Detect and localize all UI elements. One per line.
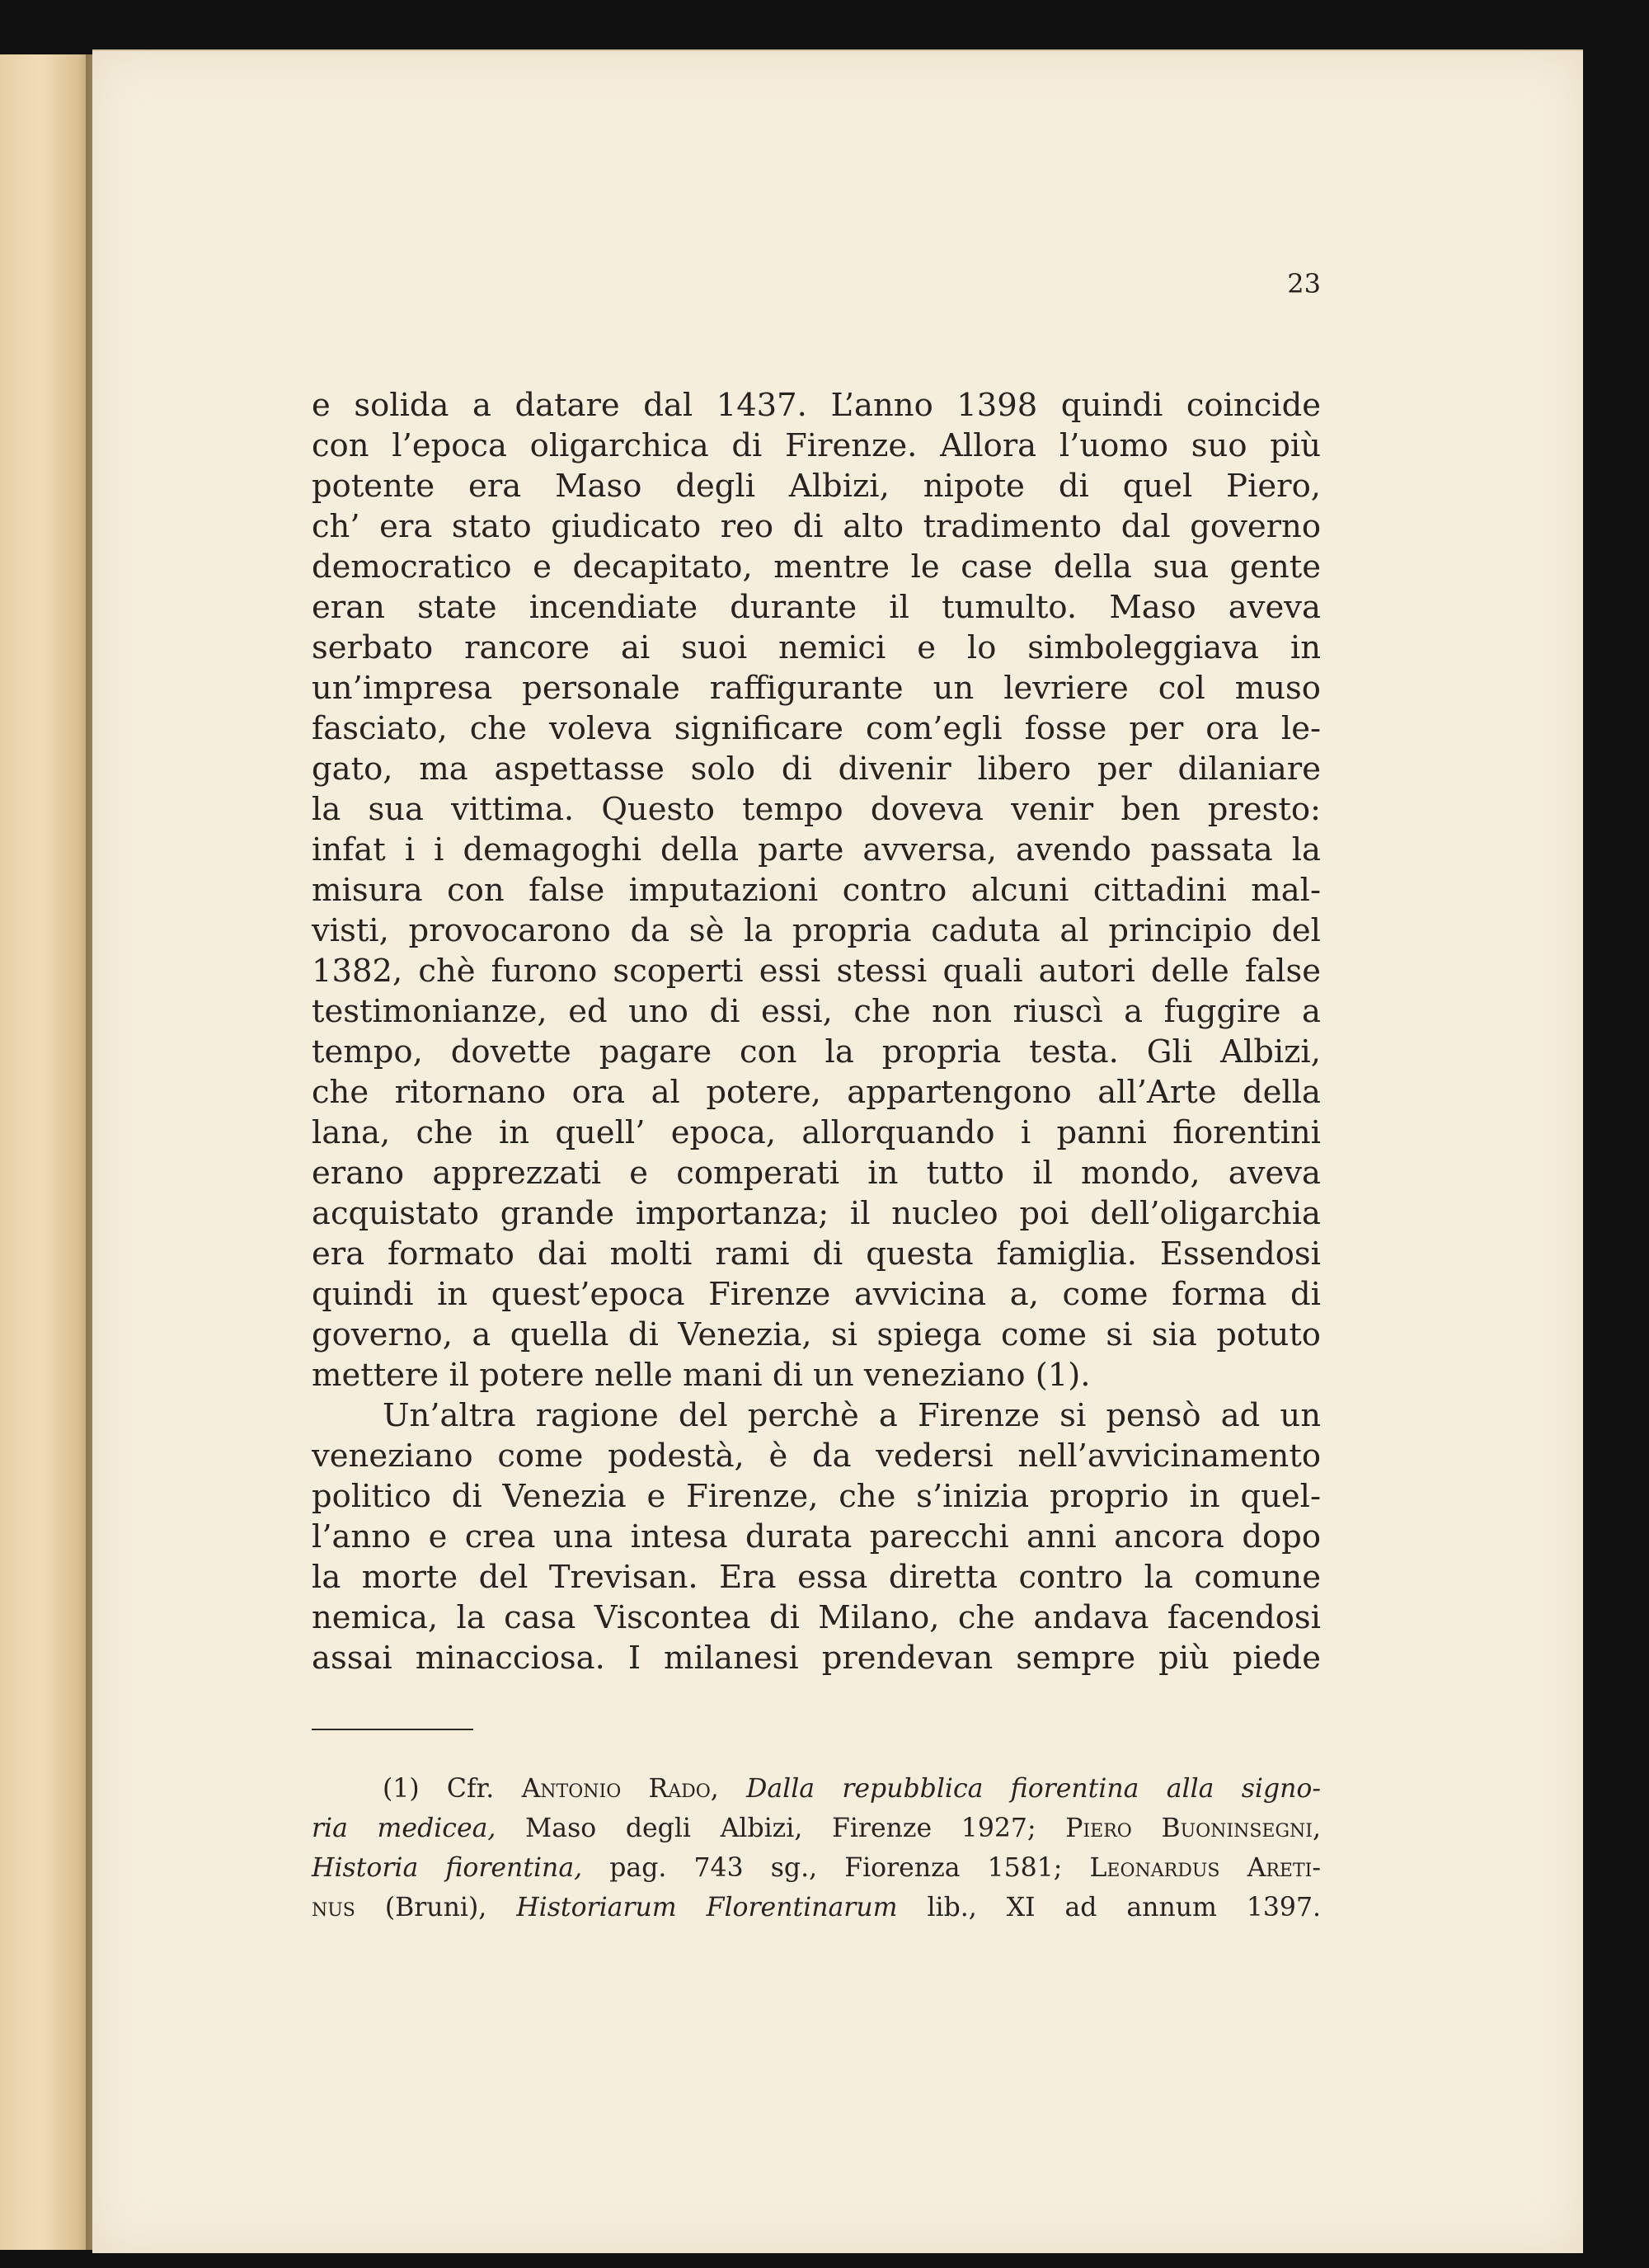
footnote-marker: (1): [383, 1774, 420, 1804]
footnote-text: Maso degli Albizi, Firenze 1927;: [525, 1814, 1036, 1843]
body-line: mettere il potere nelle mani di un veneziano (1).: [312, 1357, 1091, 1394]
footnote-rule: [312, 1729, 473, 1730]
body-line: eran state incendiate durante il tumulto. Maso aveva: [312, 589, 1321, 626]
body-line: gato, ma aspettasse solo di divenir libero per dilaniare: [312, 751, 1321, 788]
footnote-title: Dalla repubblica fiorentina alla signo-: [746, 1774, 1322, 1804]
page-number: 23: [1287, 268, 1321, 299]
footnote-author: Leonardus Areti-: [1089, 1853, 1321, 1883]
footnote-author: Antonio Rado,: [521, 1774, 719, 1804]
body-line: democratico e decapitato, mentre le case della sua gente: [312, 548, 1321, 586]
body-line: assai minacciosa. I milanesi prendevan sempre più piede: [312, 1640, 1321, 1677]
body-line: la morte del Trevisan. Era essa diretta contro la comune: [312, 1559, 1321, 1596]
body-line: veneziano come podestà, è da vedersi nell’avvicinamento: [312, 1437, 1321, 1475]
body-line: misura con false imputazioni contro alcuni cittadini mal-: [312, 872, 1321, 909]
body-line: serbato rancore ai suoi nemici e lo simboleggiava in: [312, 629, 1321, 666]
body-line: quindi in quest’epoca Firenze avvicina a, come forma di: [312, 1276, 1321, 1313]
footnote-line: [312, 1809, 1321, 1848]
footnote-title: Historiarum Florentinarum: [516, 1893, 898, 1922]
body-line: nemica, la casa Viscontea di Milano, che andava facendosi: [312, 1599, 1321, 1636]
body-line: acquistato grande importanza; il nucleo poi dell’oligarchia: [312, 1195, 1321, 1232]
body-line: fasciato, che voleva significare com’egli fosse per ora le-: [312, 710, 1321, 747]
footnote-title: Historia fiorentina,: [312, 1853, 583, 1883]
body-line: l’anno e crea una intesa durata parecchi anni ancora dopo: [312, 1518, 1321, 1555]
body-line: erano apprezzati e comperati in tutto il mondo, aveva: [312, 1155, 1321, 1192]
body-line: governo, a quella di Venezia, si spiega come si sia potuto: [312, 1316, 1321, 1353]
body-line: infat i i demagoghi della parte avversa, avendo passata la: [312, 831, 1321, 868]
footnote-text: pag. 743 sg., Fiorenza 1581;: [609, 1853, 1063, 1883]
body-line: con l’epoca oligarchica di Firenze. Allora l’uomo suo più: [312, 427, 1321, 464]
body-line: e solida a datare dal 1437. L’anno 1398 quindi coincide: [312, 387, 1321, 424]
body-line: era formato dai molti rami di questa famiglia. Essendosi: [312, 1235, 1321, 1273]
body-line: ch’ era stato giudicato reo di alto tradimento dal governo: [312, 508, 1321, 545]
body-line: che ritornano ora al potere, appartengono all’Arte della: [312, 1074, 1321, 1111]
paragraph-start-line: Un’altra ragione del perchè a Firenze si pensò ad un: [383, 1397, 1321, 1434]
footnote-line: [312, 1888, 1321, 1927]
facing-page-edge: [0, 54, 92, 2250]
footnote-author: nus: [312, 1893, 355, 1922]
footnote: [312, 1769, 1321, 1927]
footnote-text: (Bruni),: [384, 1893, 487, 1922]
footnote-title: ria medicea,: [312, 1814, 496, 1843]
book-page: [92, 49, 1583, 2253]
body-line: lana, che in quell’ epoca, allorquando i panni fiorentini: [312, 1114, 1321, 1151]
footnote-text: lib., XI ad annum 1397.: [927, 1893, 1322, 1922]
body-line: un’impresa personale raffigurante un levriere col muso: [312, 670, 1321, 707]
body-line: visti, provocarono da sè la propria caduta al principio del: [312, 912, 1321, 949]
body-line: tempo, dovette pagare con la propria testa. Gli Albizi,: [312, 1033, 1321, 1070]
footnote-author: Piero Buoninsegni,: [1065, 1814, 1322, 1843]
footnote-line: [312, 1848, 1321, 1888]
body-line: 1382, chè furono scoperti essi stessi quali autori delle false: [312, 953, 1321, 990]
body-line: politico di Venezia e Firenze, che s’inizia proprio in quel-: [312, 1478, 1321, 1515]
body-line: testimonianze, ed uno di essi, che non riuscì a fuggire a: [312, 993, 1321, 1030]
footnote-cfr: Cfr.: [446, 1774, 495, 1804]
body-line: potente era Maso degli Albizi, nipote di quel Piero,: [312, 468, 1321, 505]
body-line: la sua vittima. Questo tempo doveva venir ben presto:: [312, 791, 1321, 828]
body-text: [312, 385, 1321, 1678]
footnote-line: [312, 1769, 1321, 1809]
